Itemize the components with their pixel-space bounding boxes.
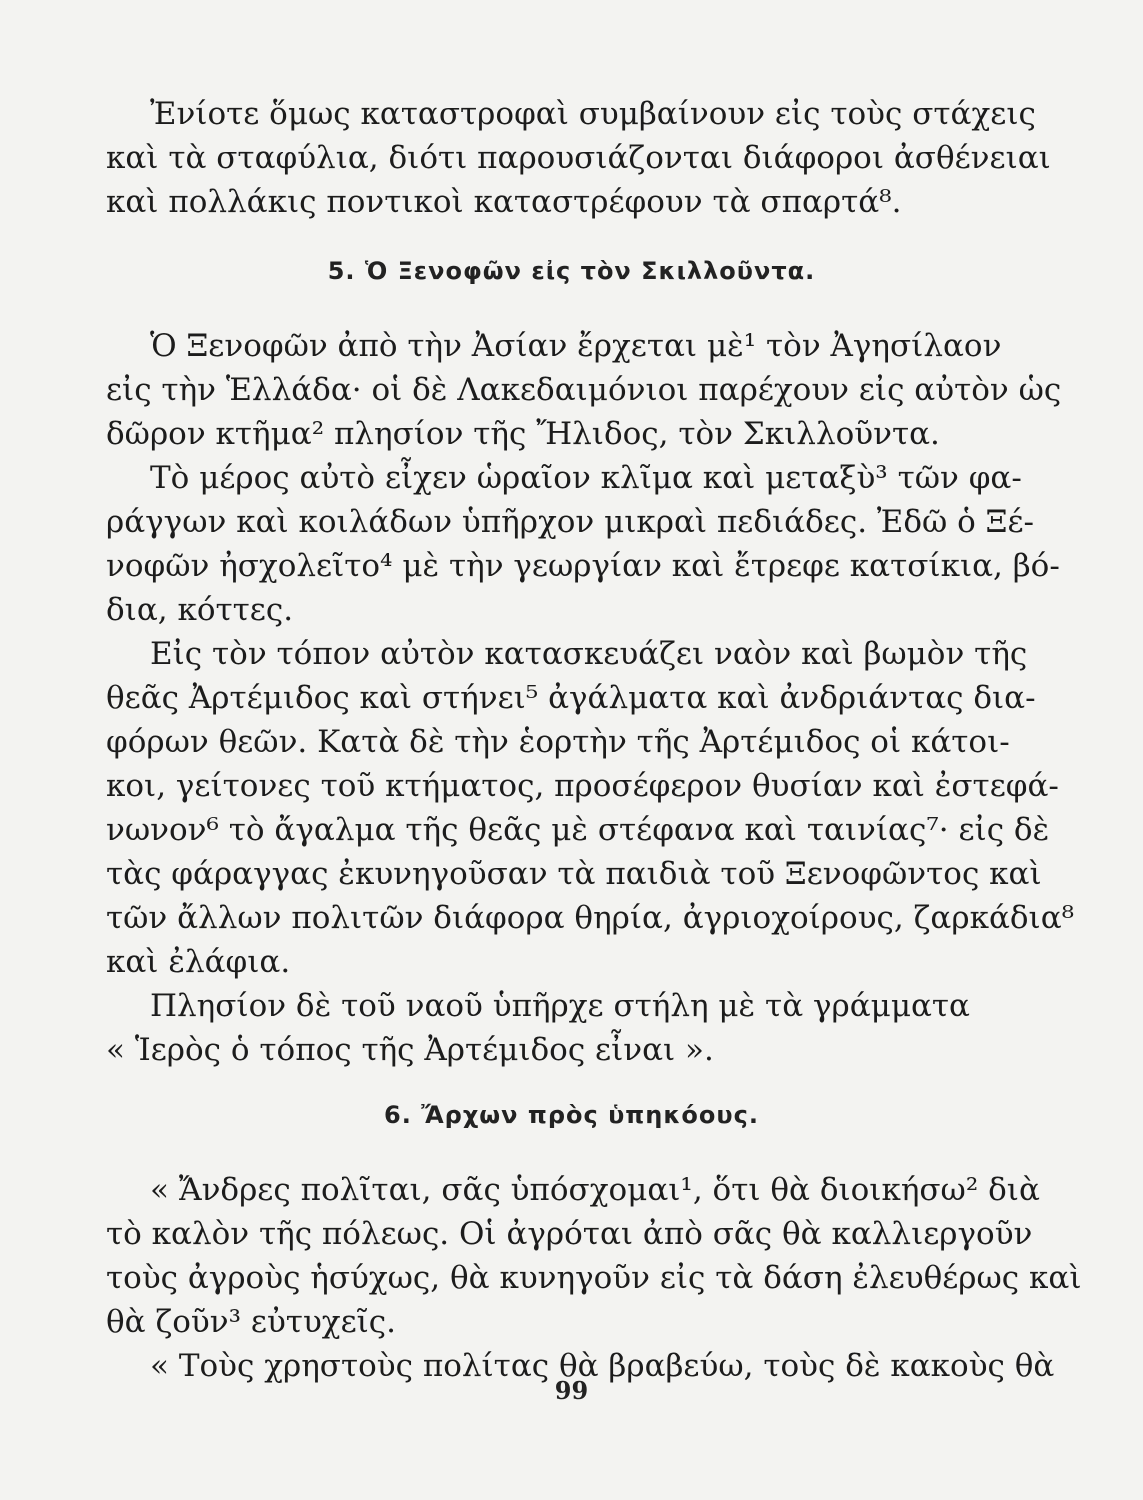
section6-line-2: τὸ καλὸν τῆς πόλεως. Οἱ ἀγρόται ἀπὸ σᾶς θὰ καλλιεργοῦν [106,1216,1033,1252]
section5-line-8: Εἰς τὸν τόπον αὐτὸν κατασκευάζει ναὸν καὶ βωμὸν τῆς [150,636,1028,672]
section5-line-13: τὰς φάραγγας ἐκυνηγοῦσαν τὰ παιδιὰ τοῦ Ξενοφῶντος καὶ [106,856,1042,892]
paragraph-intro-line-2: καὶ τὰ σταφύλια, διότι παρουσιάζονται διάφοροι ἀσθένειαι [106,140,1051,176]
section6-line-5: « Τοὺς χρηστοὺς πολίτας θὰ βραβεύω, τοὺς δὲ κακοὺς θὰ [150,1348,1055,1384]
section5-line-17: « Ἱερὸς ὁ τόπος τῆς Ἀρτέμιδος εἶναι ». [106,1032,714,1068]
section5-line-4: Τὸ μέρος αὐτὸ εἶχεν ὡραῖον κλῖμα καὶ μεταξὺ³ τῶν φα- [150,460,1022,496]
section5-line-6: νοφῶν ἠσχολεῖτο⁴ μὲ τὴν γεωργίαν καὶ ἔτρεφε κατσίκια, βό- [106,548,1060,584]
section6-line-4: θὰ ζοῦν³ εὐτυχεῖς. [106,1304,397,1340]
section5-line-5: ράγγων καὶ κοιλάδων ὑπῆρχον μικραὶ πεδιάδες. Ἐδῶ ὁ Ξέ- [106,504,1035,540]
section5-line-12: νωνον⁶ τὸ ἄγαλμα τῆς θεᾶς μὲ στέφανα καὶ ταινίας⁷· εἰς δὲ [106,812,1050,848]
section5-line-14: τῶν ἄλλων πολιτῶν διάφορα θηρία, ἀγριοχοίρους, ζαρκάδια⁸ [106,900,1075,936]
page-number: 99 [554,1376,589,1405]
paragraph-intro-line-3: καὶ πολλάκις ποντικοὶ καταστρέφουν τὰ σπαρτά⁸. [106,184,902,220]
section5-line-2: εἰς τὴν Ἑλλάδα· οἱ δὲ Λακεδαιμόνιοι παρέχουν εἰς αὐτὸν ὡς [106,372,1062,408]
section-heading-6: 6. Ἄρχων πρὸς ὑπηκόους. [384,1101,759,1129]
section5-line-3: δῶρον κτῆμα² πλησίον τῆς Ἤλιδος, τὸν Σκιλλοῦντα. [106,416,940,452]
section5-line-7: δια, κόττες. [106,592,294,628]
section5-line-15: καὶ ἐλάφια. [106,944,291,980]
section5-line-16: Πλησίον δὲ τοῦ ναοῦ ὑπῆρχε στήλη μὲ τὰ γράμματα [150,988,970,1024]
section5-line-1: Ὁ Ξενοφῶν ἀπὸ τὴν Ἀσίαν ἔρχεται μὲ¹ τὸν Ἀγησίλαον [150,328,1002,364]
section5-line-11: κοι, γείτονες τοῦ κτήματος, προσέφερον θυσίαν καὶ ἐστεφά- [106,768,1059,804]
section-heading-5: 5. Ὁ Ξενοφῶν εἰς τὸν Σκιλλοῦντα. [327,257,816,285]
section6-line-1: « Ἄνδρες πολῖται, σᾶς ὑπόσχομαι¹, ὅτι θὰ διοικήσω² διὰ [150,1172,1040,1208]
section5-line-9: θεᾶς Ἀρτέμιδος καὶ στήνει⁵ ἀγάλματα καὶ ἀνδριάντας δια- [106,680,1036,716]
section6-line-3: τοὺς ἀγροὺς ἡσύχως, θὰ κυνηγοῦν εἰς τὰ δάση ἐλευθέρως καὶ [106,1260,1082,1296]
section5-line-10: φόρων θεῶν. Κατὰ δὲ τὴν ἑορτὴν τῆς Ἀρτέμιδος οἱ κάτοι- [106,724,1010,760]
paragraph-intro-line-1: Ἐνίοτε ὅμως καταστροφαὶ συμβαίνουν εἰς τοὺς στάχεις [150,96,1036,132]
